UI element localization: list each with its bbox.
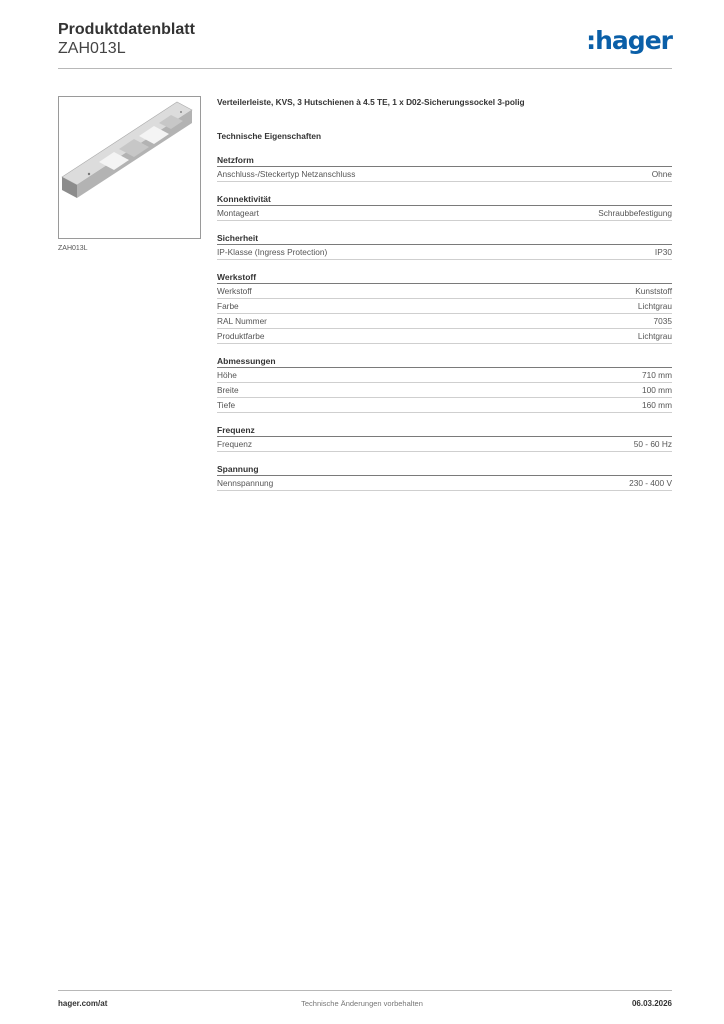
property-label: Nennspannung [217,478,274,488]
page-title: Produktdatenblatt [58,21,195,38]
property-row [217,437,672,452]
property-row [217,329,672,344]
product-image [58,96,201,239]
group-title: Werkstoff [217,271,672,284]
property-value: Schraubbefestigung [598,208,672,218]
property-row [217,206,672,221]
product-details [217,95,672,491]
group-title: Spannung [217,463,672,476]
property-group [217,193,672,221]
property-label: IP-Klasse (Ingress Protection) [217,247,328,257]
property-row [217,284,672,299]
section-title: Technische Eigenschaften [217,131,322,141]
image-caption: ZAH013L [58,245,88,252]
property-label: Farbe [217,301,239,311]
property-label: RAL Nummer [217,316,267,326]
property-group [217,355,672,413]
distribution-rail-illustration [59,97,200,238]
group-title: Netzform [217,154,672,167]
footer-date: 06.03.2026 [631,999,672,1008]
property-row [217,398,672,413]
property-row [217,167,672,182]
property-row [217,383,672,398]
property-value: 710 mm [642,370,672,380]
property-label: Anschluss-/Steckertyp Netzanschluss [217,169,356,179]
property-groups [217,154,672,491]
property-label: Montageart [217,208,259,218]
group-title: Sicherheit [217,232,672,245]
property-label: Frequenz [217,439,253,449]
group-title: Abmessungen [217,355,672,368]
product-code: ZAH013L [58,40,126,57]
property-value: Lichtgrau [637,331,672,341]
footer-website: hager.com/at [58,999,108,1008]
group-title: Konnektivität [217,193,672,206]
property-label: Werkstoff [217,286,252,296]
property-value: 230 - 400 V [629,478,672,488]
property-group [217,271,672,344]
property-row [217,368,672,383]
property-value: 160 mm [642,400,672,410]
property-row [217,299,672,314]
header-divider [58,68,672,69]
property-value: 7035 [653,316,672,326]
property-value: IP30 [654,247,672,257]
property-group [217,232,672,260]
property-value: Lichtgrau [637,301,672,311]
property-value: 50 - 60 Hz [633,439,672,449]
footer-notice: Technische Änderungen vorbehalten [301,999,423,1008]
product-description: Verteilerleiste, KVS, 3 Hutschienen à 4.5 TE, 1 x D02-Sicherungssockel 3-polig [217,97,525,107]
property-row [217,476,672,491]
property-value: 100 mm [642,385,672,395]
property-label: Breite [217,385,239,395]
property-label: Tiefe [217,400,236,410]
footer-divider [58,990,672,991]
group-title: Frequenz [217,424,672,437]
property-value: Kunststoff [635,286,672,296]
property-label: Höhe [217,370,237,380]
property-group [217,463,672,491]
property-group [217,154,672,182]
property-label: Produktfarbe [217,331,265,341]
property-row [217,245,672,260]
property-row [217,314,672,329]
hager-logo: :hager [586,26,672,55]
property-value: Ohne [651,169,672,179]
property-group [217,424,672,452]
